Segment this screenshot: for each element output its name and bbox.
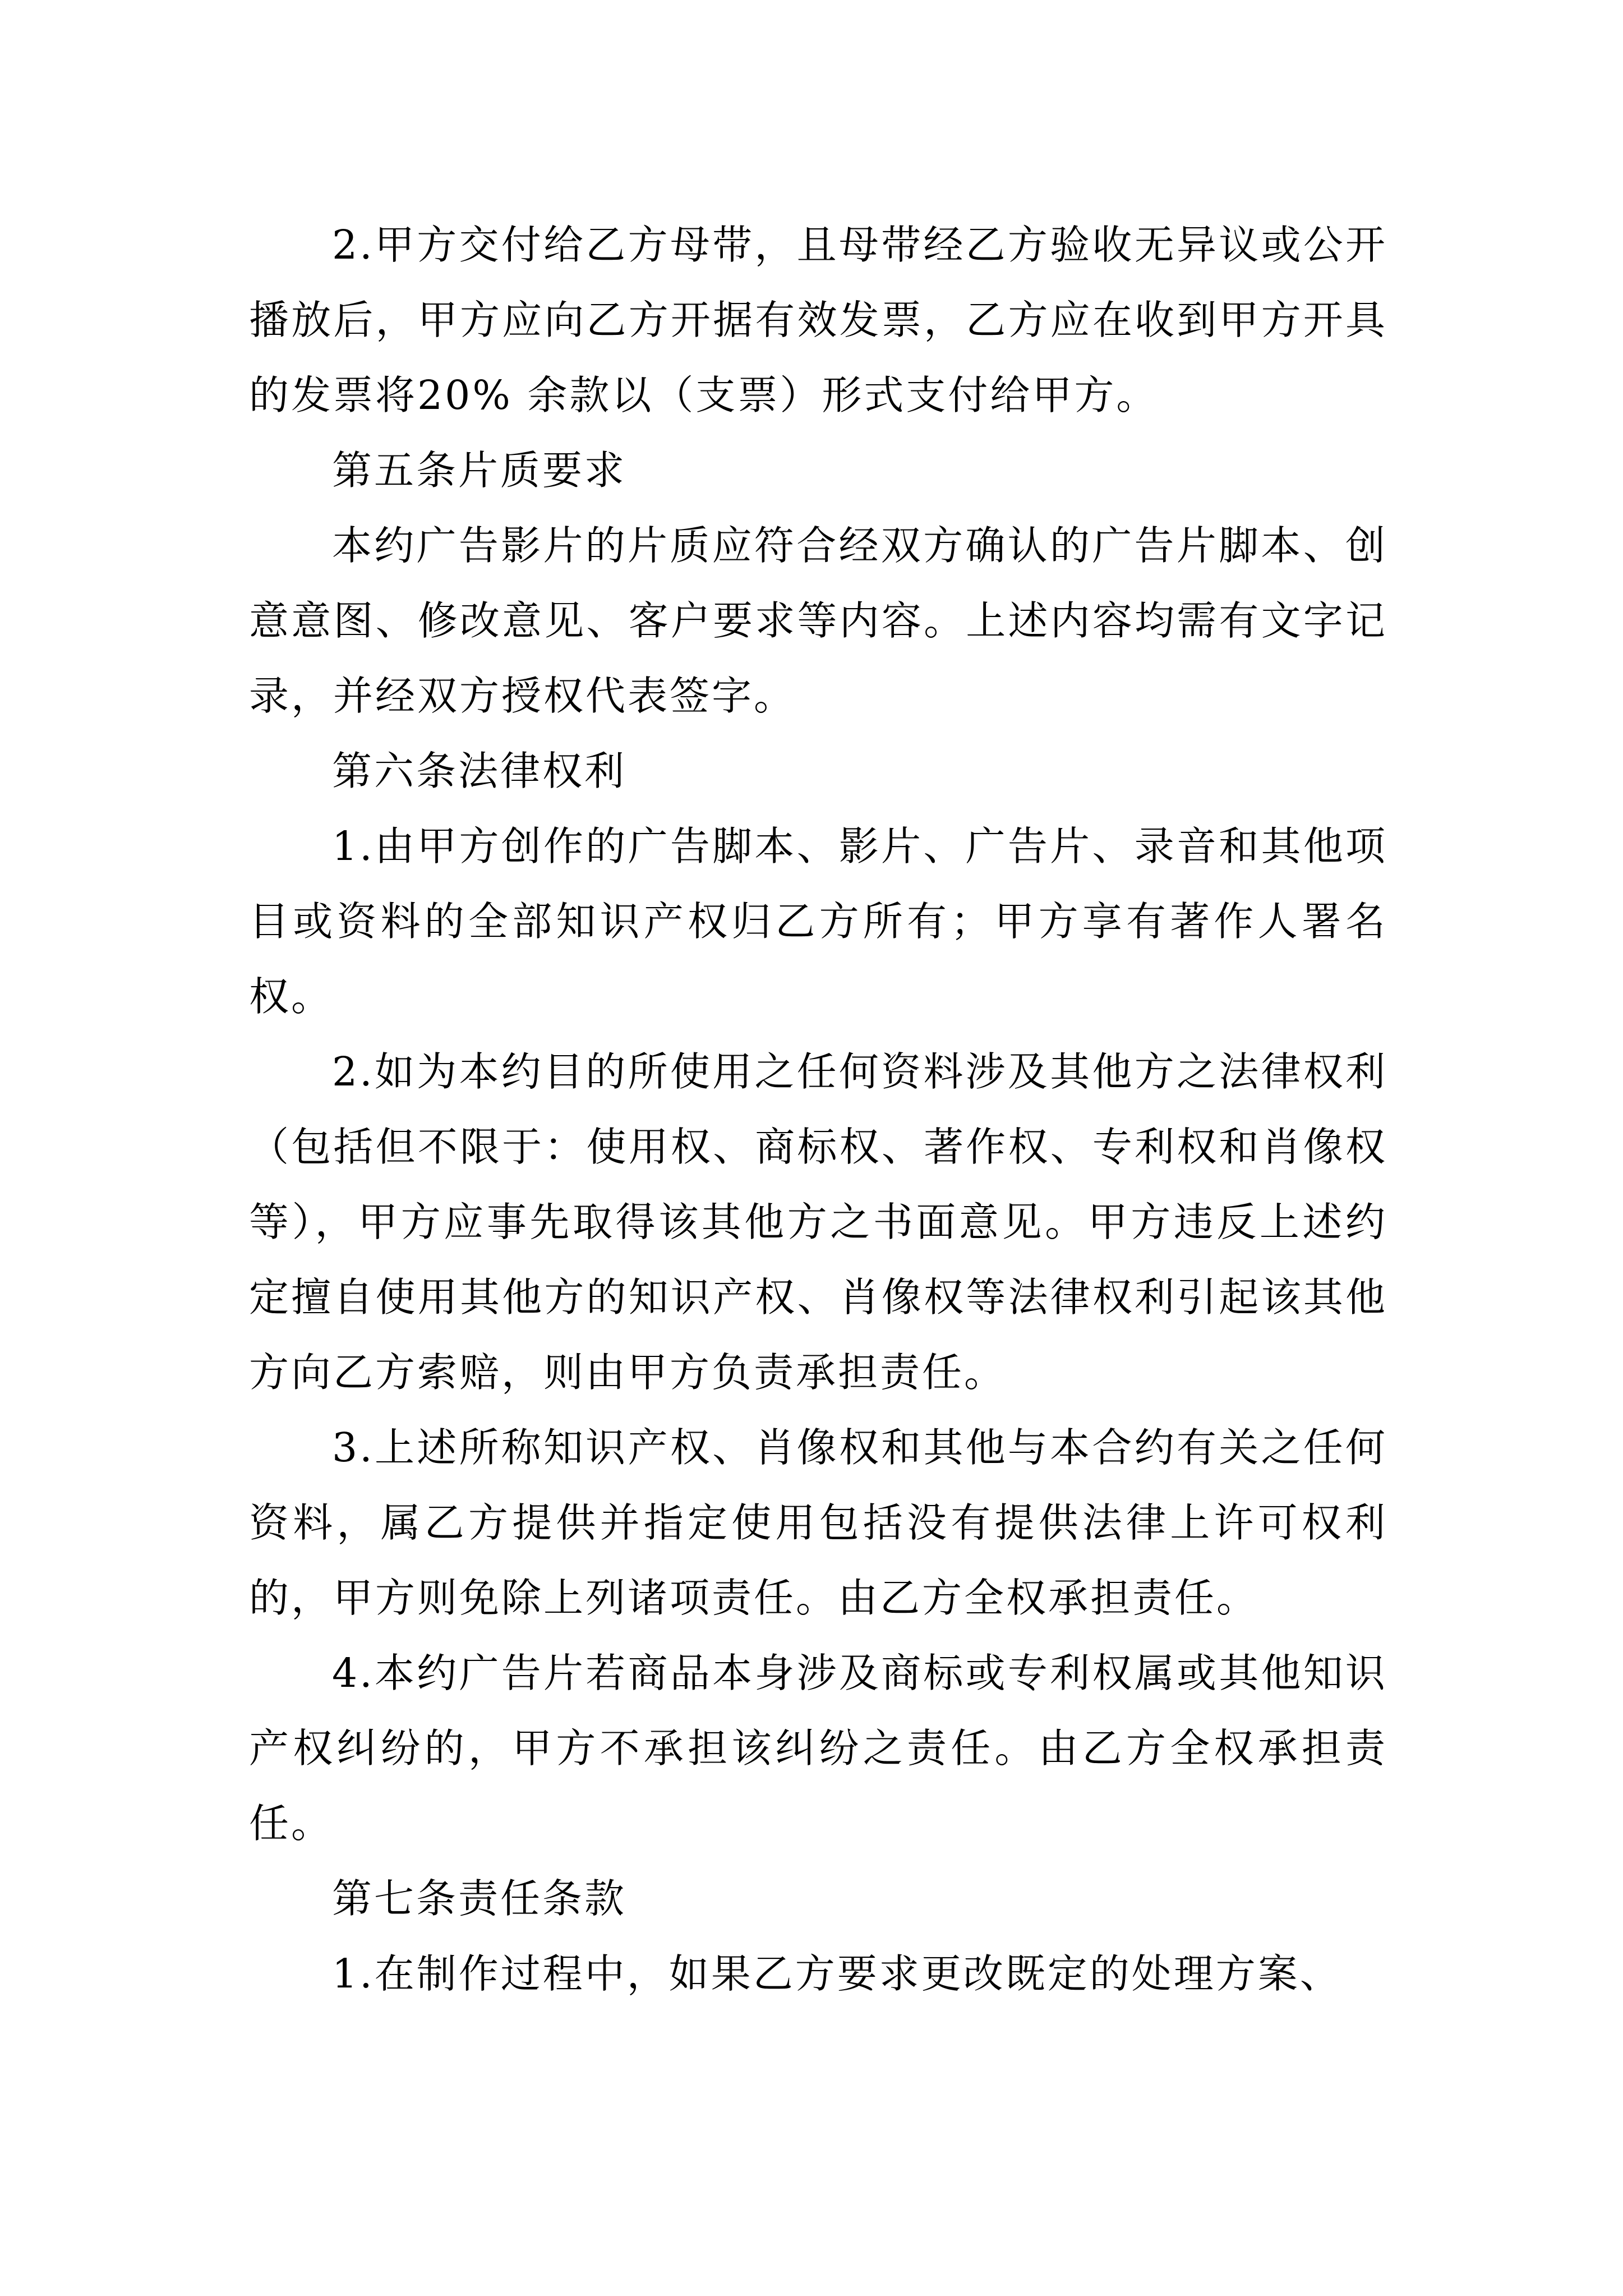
heading-article-6-legal-rights: 第六条法律权利 <box>332 748 627 794</box>
document-body <box>249 208 1387 2012</box>
heading-article-7-liability: 第七条责任条款 <box>332 1875 627 1922</box>
paragraph-quality-requirements: 本约广告影片的片质应符合经双方确认的广告片脚本、创意意图、修改意见、客户要求等内容。上述内容均需有文字记录，并经双方授权代表签字。 <box>249 522 1387 719</box>
heading-article-5-quality: 第五条片质要求 <box>332 447 627 494</box>
paragraph-payment-clause-2: 2.甲方交付给乙方母带，且母带经乙方验收无异议或公开播放后，甲方应向乙方开据有效发票，乙方应在收到甲方开具的发票将20% 余款以（支票）形式支付给甲方。 <box>249 222 1387 418</box>
paragraph-legal-rights-3: 3.上述所称知识产权、肖像权和其他与本合约有关之任何资料，属乙方提供并指定使用包括没有提供法律上许可权利的，甲方则免除上列诸项责任。由乙方全权承担责任。 <box>249 1424 1387 1621</box>
paragraph-legal-rights-2: 2.如为本约目的所使用之任何资料涉及其他方之法律权利（包括但不限于：使用权、商标权、著作权、专利权和肖像权等），甲方应事先取得该其他方之书面意见。甲方违反上述约定擅自使用其他方的知识产权、肖像权等法律权利引起该其他方向乙方索赔，则由甲方负责承担责任。 <box>249 1048 1387 1396</box>
paragraph-legal-rights-1: 1.由甲方创作的广告脚本、影片、广告片、录音和其他项目或资料的全部知识产权归乙方所有；甲方享有著作人署名权。 <box>249 823 1387 1020</box>
paragraph-liability-1: 1.在制作过程中，如果乙方要求更改既定的处理方案、 <box>332 1950 1342 1997</box>
paragraph-legal-rights-4: 4.本约广告片若商品本身涉及商标或专利权属或其他知识产权纠纷的，甲方不承担该纠纷之责任。由乙方全权承担责任。 <box>249 1650 1387 1847</box>
